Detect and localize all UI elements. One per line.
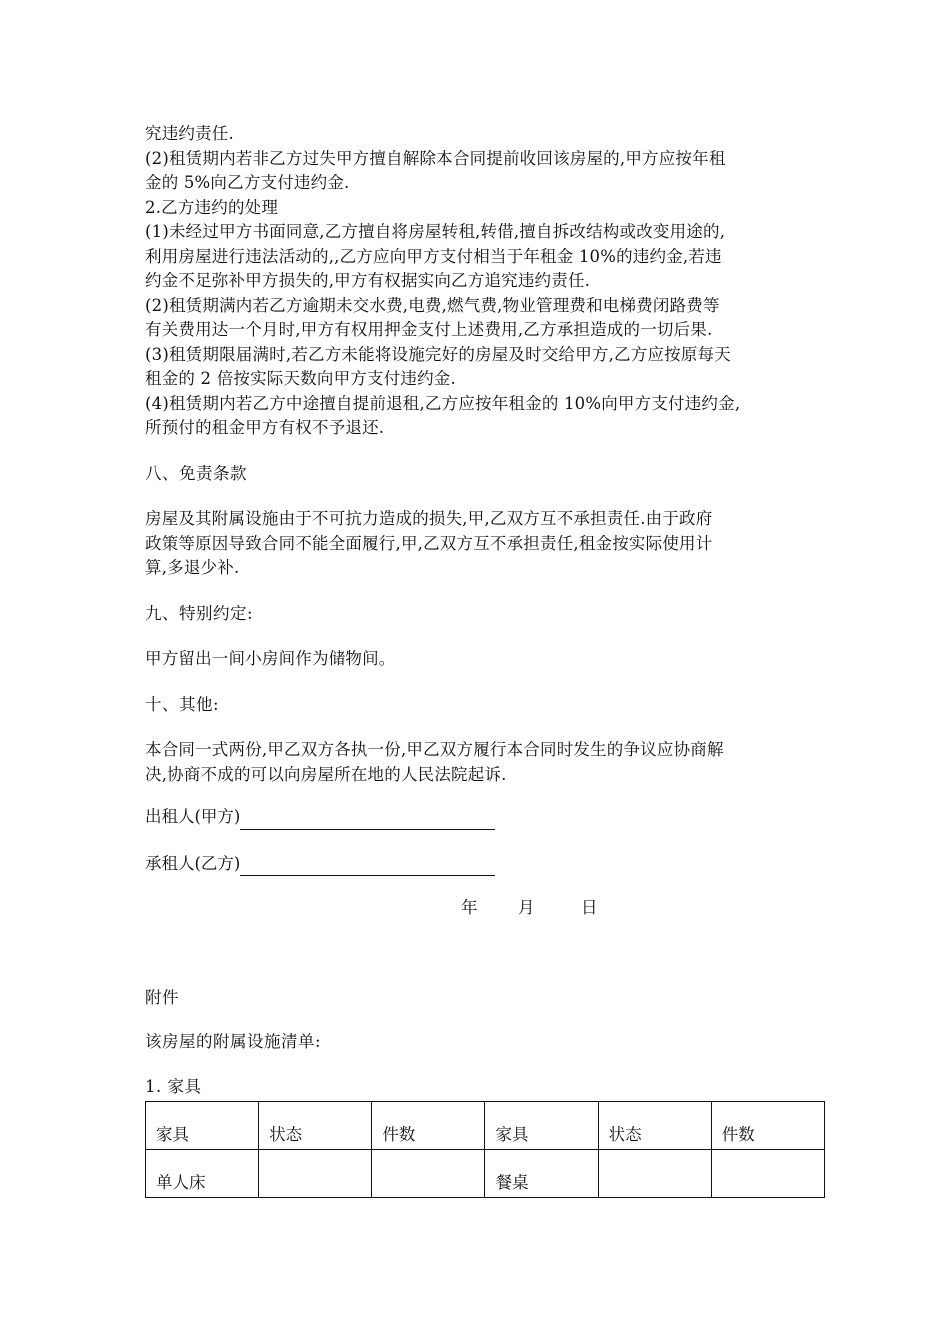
text-line: (3)租赁期限届满时,若乙方未能将设施完好的房屋及时交给甲方,乙方应按原每天: [145, 344, 731, 364]
date-day: 日: [581, 898, 598, 917]
table-header-cell: 件数: [711, 1102, 824, 1150]
date-month: 月: [518, 898, 535, 917]
table-cell[interactable]: [259, 1150, 372, 1198]
table-cell[interactable]: [372, 1150, 485, 1198]
lessee-signature-line[interactable]: [240, 855, 495, 876]
table-header-cell: 家具: [485, 1102, 598, 1150]
lessor-label: 出租人(甲方): [145, 807, 241, 826]
table-header-cell: 家具: [146, 1102, 259, 1150]
text-line: 租金的 2 倍按实际天数向甲方支付违约金.: [145, 369, 456, 388]
section-8-heading: 八、免责条款: [145, 463, 247, 483]
text-line: 本合同一式两份,甲乙双方各执一份,甲乙双方履行本合同时发生的争议应协商解: [145, 740, 724, 759]
section-9-heading: 九、特别约定:: [145, 603, 254, 623]
text-line: (4)租赁期内若乙方中途擅自提前退租,乙方应按年租金的 10%向甲方支付违约金,: [145, 393, 741, 413]
table-cell: 餐桌: [485, 1150, 598, 1198]
furniture-item-label: 1. 家具: [145, 1076, 202, 1096]
furniture-table: [145, 1101, 825, 1198]
table-header-cell: 状态: [598, 1102, 711, 1150]
text-line: 约金不足弥补甲方损失的,甲方有权据实向乙方追究违约责任.: [145, 271, 591, 290]
text-line: (2)租赁期内若非乙方过失甲方擅自解除本合同提前收回该房屋的,甲方应按年租: [145, 148, 726, 168]
table-header-cell: 状态: [259, 1102, 372, 1150]
document-page: [145, 122, 825, 1198]
lessor-signature-row: [145, 805, 825, 830]
attachment-subtitle: 该房屋的附属设施清单:: [145, 1032, 322, 1051]
text-line: 2.乙方违约的处理: [145, 197, 279, 217]
lessee-signature-row: [145, 852, 825, 877]
section-7-tail: [145, 122, 825, 441]
text-line: 决,协商不成的可以向房屋所在地的人民法院起诉.: [145, 764, 507, 784]
table-cell: 单人床: [146, 1150, 259, 1198]
text-line: (1)未经过甲方书面同意,乙方擅自将房屋转租,转借,擅自拆改结构或改变用途的,: [145, 222, 726, 241]
date-row: [145, 896, 825, 921]
section-10-heading: 十、其他:: [145, 694, 220, 714]
lessee-label: 承租人(乙方): [145, 853, 241, 873]
text-line: 有关费用达一个月时,甲方有权用押金支付上述费用,乙方承担造成的一切后果.: [145, 320, 713, 339]
text-line: 房屋及其附属设施由于不可抗力造成的损失,甲,乙双方互不承担责任.由于政府: [145, 509, 713, 528]
table-header-cell: 件数: [372, 1102, 485, 1150]
section-10-body: [145, 738, 825, 787]
section-8-body: [145, 507, 825, 581]
table-cell[interactable]: [711, 1150, 824, 1198]
section-9-text: 甲方留出一间小房间作为储物间。: [145, 649, 396, 668]
table-row: [146, 1150, 825, 1198]
text-line: 究违约责任.: [145, 124, 234, 143]
attachment-title: 附件: [145, 987, 179, 1007]
lessor-signature-line[interactable]: [240, 809, 495, 830]
text-line: 金的 5%向乙方支付违约金.: [145, 173, 350, 192]
text-line: (2)租赁期满内若乙方逾期未交水费,电费,燃气费,物业管理费和电梯费闭路费等: [145, 295, 720, 315]
text-line: 政策等原因导致合同不能全面履行,甲,乙双方互不承担责任,租金按实际使用计: [145, 533, 713, 553]
date-year: 年: [461, 898, 478, 917]
text-line: 利用房屋进行违法活动的,,乙方应向甲方支付相当于年租金 10%的违约金,若违: [145, 246, 722, 266]
text-line: 所预付的租金甲方有权不予退还.: [145, 418, 385, 437]
table-cell[interactable]: [598, 1150, 711, 1198]
table-header-row: [146, 1102, 825, 1150]
text-line: 算,多退少补.: [145, 558, 240, 577]
